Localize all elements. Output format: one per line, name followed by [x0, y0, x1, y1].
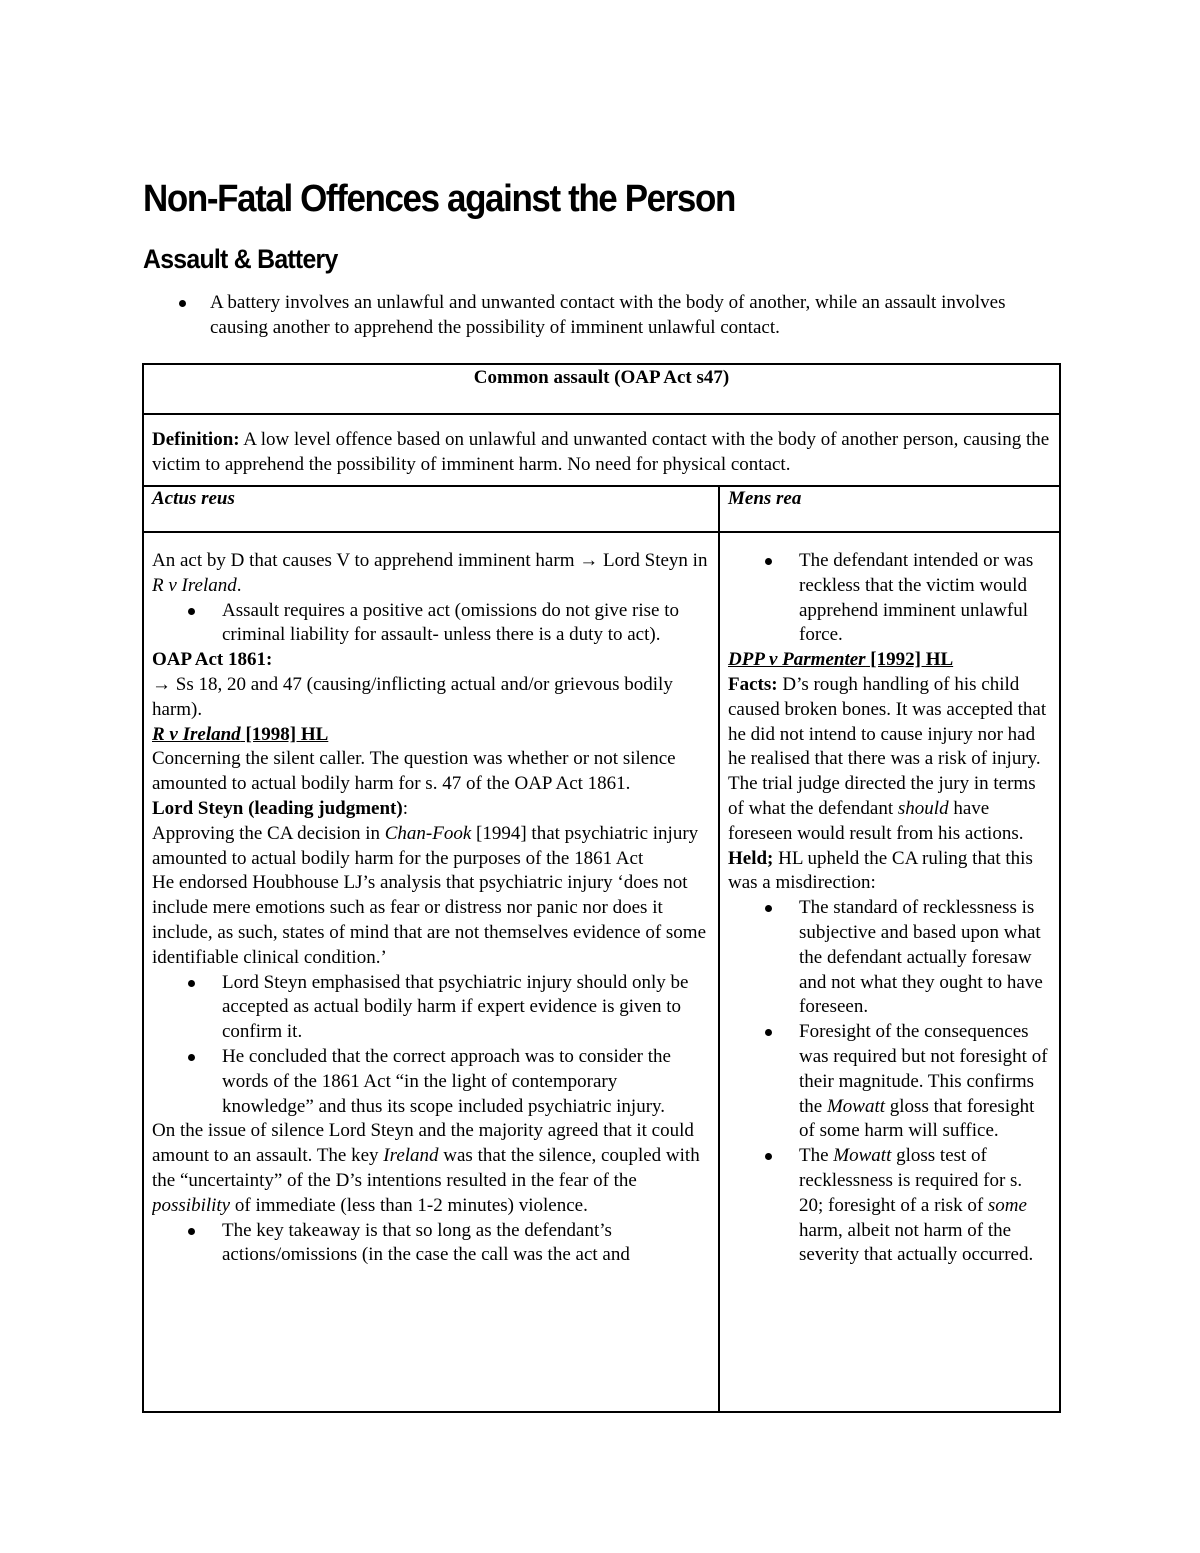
list-item: Foresight of the consequences was required but not foresight of their magnitude. This confirms the Mowatt gloss that foresight of some harm will suffice.: [799, 1020, 1051, 1144]
list-item: The defendant intended or was reckless that the victim would apprehend imminent unlawful force.: [799, 549, 1051, 648]
table-title: Common assault (OAP Act s47): [143, 364, 1060, 414]
page-title: Non-Fatal Offences against the Person: [143, 178, 735, 220]
list-item: Assault requires a positive act (omissions do not give rise to criminal liability for assault- unless there is a duty to act).: [222, 599, 710, 649]
list-item: Lord Steyn emphasised that psychiatric injury should only be accepted as actual bodily harm if expert evidence is given to confirm it.: [222, 971, 710, 1045]
bullet-list: [728, 549, 1051, 648]
definition-text: A low level offence based on unlawful and unwanted contact with the body of another person, causing the victim to apprehend the possibility of imminent harm. No need for physical contact.: [152, 429, 1050, 475]
actus-reus-intro: An act by D that causes V to apprehend imminent harm → Lord Steyn in R v Ireland.: [152, 550, 708, 596]
actus-reus-header: Actus reus: [143, 486, 719, 532]
endorse-paragraph: He endorsed Houbhouse LJ’s analysis that psychiatric injury ‘does not include mere emotions such as fear or distress nor panic nor does it include, as such, states of mind that are not themselves evidence of some identifiable clinical condition.’: [152, 872, 707, 968]
bullet-list: [728, 896, 1051, 1268]
silence-paragraph: On the issue of silence Lord Steyn and the majority agreed that it could amount to an assault. The key Ireland was that the silence, coupled with the “uncertainty” of the D’s intentions resulted in the fear of the possibility of immediate (less than 1-2 minutes) violence.: [152, 1120, 700, 1216]
approve-paragraph: Approving the CA decision in Chan-Fook [1994] that psychiatric injury amounted to actual bodily harm for the purposes of the 1861 Act: [152, 822, 699, 869]
facts-paragraph: Facts: D’s rough handling of his child caused broken bones. It was accepted that he did not intend to cause injury nor had he realised that there was a risk of injury. The trial judge directed the jury in terms of what the defendant should have foreseen would result from his actions.: [728, 673, 1047, 844]
case-heading-parmenter: DPP v Parmenter [1992] HL: [728, 649, 954, 671]
actus-reus-cell: [143, 532, 719, 1412]
list-item: The standard of recklessness is subjective and based upon what the defendant actually foresaw and not what they ought to have foreseen.: [799, 896, 1051, 1020]
mens-rea-header: Mens rea: [719, 486, 1060, 532]
definition-label: Definition:: [152, 429, 240, 450]
oap-act-heading: OAP Act 1861:: [152, 649, 273, 671]
case-text-ireland: Concerning the silent caller. The question was whether or not silence amounted to actual bodily harm for s. 47 of the OAP Act 1861.: [152, 748, 676, 795]
bullet-list: [152, 971, 710, 1120]
bullet-list: [152, 1219, 710, 1269]
intro-bullet-text: A battery involves an unlawful and unwanted contact with the body of another, while an assault involves causing another to apprehend the possibility of imminent unlawful contact.: [210, 292, 1006, 338]
list-item: He concluded that the correct approach was to consider the words of the 1861 Act “in the light of contemporary knowledge” and thus its scope included psychiatric injury.: [222, 1045, 710, 1119]
case-heading-ireland: R v Ireland [1998] HL: [152, 723, 329, 745]
bullet-list: [152, 599, 710, 649]
mens-rea-cell: [719, 532, 1060, 1412]
bullet-icon: [179, 300, 186, 307]
definition-cell: [143, 414, 1060, 486]
list-item: The key takeaway is that so long as the defendant’s actions/omissions (in the case the call was the act and: [222, 1219, 710, 1269]
oap-act-text: → Ss 18, 20 and 47 (causing/inflicting actual and/or grievous bodily harm).: [152, 673, 673, 720]
held-paragraph: Held; HL upheld the CA ruling that this was a misdirection:: [728, 847, 1033, 894]
steyn-heading: Lord Steyn (leading judgment):: [152, 797, 408, 819]
section-heading: Assault & Battery: [143, 244, 338, 274]
common-assault-table: [142, 363, 1061, 1413]
list-item: The Mowatt gloss test of recklessness is required for s. 20; foresight of a risk of some harm, albeit not harm of the severity that actually occurred.: [799, 1144, 1051, 1268]
